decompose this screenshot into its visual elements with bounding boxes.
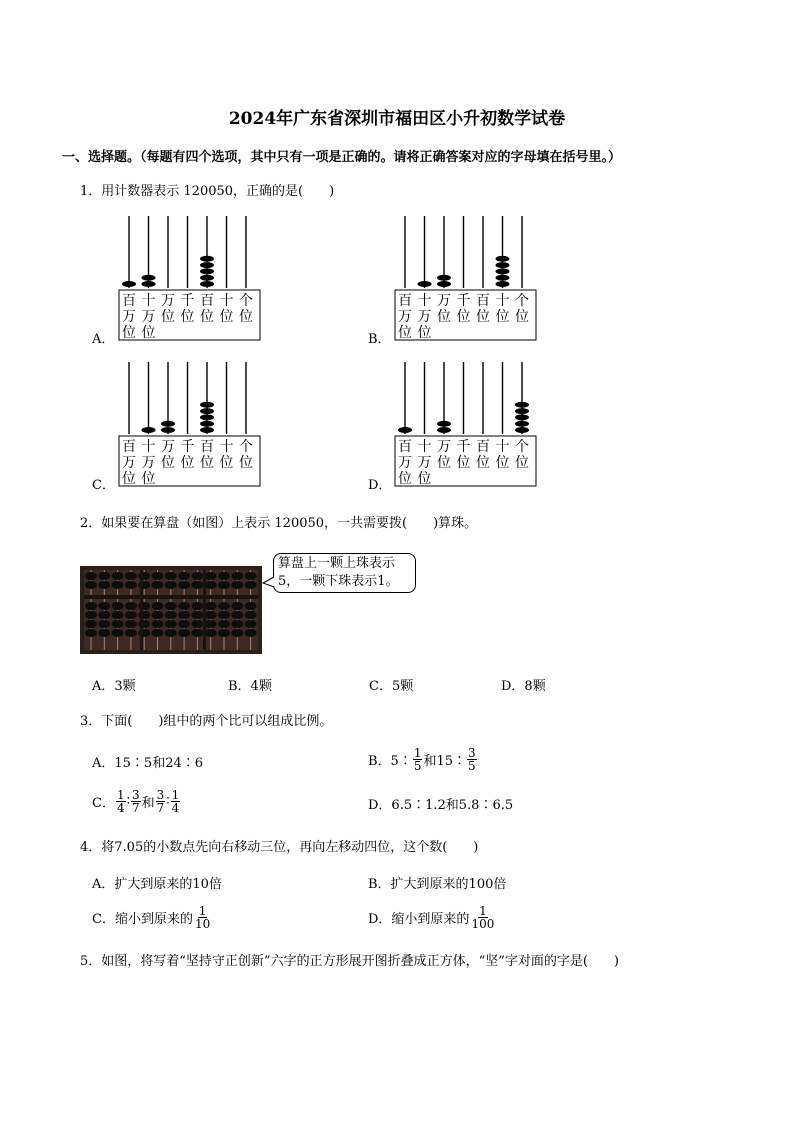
place-label-char: 位 <box>141 471 156 487</box>
place-label-char: 千 <box>180 439 195 455</box>
abacus-bead <box>191 581 203 589</box>
q4-option-c-prefix: C．缩小到原来的 <box>92 911 193 927</box>
q4-option-a: A．扩大到原来的10倍 <box>92 877 222 892</box>
abacus-bead <box>178 602 190 610</box>
ratio-colon: ∶ <box>166 793 170 809</box>
place-label-char: 位 <box>437 309 451 325</box>
place-label-char: 位 <box>495 455 510 471</box>
place-label-char: 位 <box>456 455 471 471</box>
abacus-bead <box>205 620 217 628</box>
abacus-bead <box>152 572 164 580</box>
place-label-char: 位 <box>398 471 412 487</box>
place-label-char: 位 <box>515 455 529 471</box>
abacus-bead <box>178 629 190 637</box>
place-label-char: 位 <box>476 455 490 471</box>
place-label-char: 万 <box>398 455 412 471</box>
counter-bead <box>200 427 214 433</box>
counter-bead <box>200 402 214 408</box>
abacus-bead <box>152 602 164 610</box>
abacus-bead <box>218 581 230 589</box>
place-label-char: 百 <box>476 439 490 455</box>
counter-bead <box>515 408 529 414</box>
abacus-bead <box>205 611 217 619</box>
abacus-bead <box>165 629 177 637</box>
place-label-char: 十 <box>495 439 510 455</box>
place-label-char: 万 <box>417 309 432 325</box>
abacus-bead <box>152 629 164 637</box>
abacus-bead <box>125 629 137 637</box>
abacus-bead <box>231 611 243 619</box>
place-label-char: 位 <box>476 309 490 325</box>
abacus-bead <box>245 581 257 589</box>
counter-bead <box>200 275 214 281</box>
place-label-char: 万 <box>437 439 451 455</box>
place-label-char: 万 <box>122 309 136 325</box>
place-label-char: 万 <box>141 455 156 471</box>
abacus-bead <box>98 620 110 628</box>
section-heading: 一、选择题。（每题有四个选项，其中只有一项是正确的。请将正确答案对应的字母填在括号里。） <box>62 150 622 165</box>
abacus-bead <box>245 629 257 637</box>
place-label-char: 位 <box>161 455 175 471</box>
abacus-bead <box>231 572 243 580</box>
abacus-bead <box>245 572 257 580</box>
q3-option-a: A．15∶5和24∶6 <box>92 756 204 771</box>
abacus-bead <box>191 572 203 580</box>
fraction: $\frac{1}{4}$ <box>116 787 125 815</box>
place-label-char: 个 <box>515 293 529 309</box>
place-label-char: 位 <box>180 455 195 471</box>
place-label-char: 千 <box>180 293 195 309</box>
place-label-char: 十 <box>141 439 156 455</box>
place-label-char: 位 <box>161 309 175 325</box>
page-title: 2024年广东省深圳市福田区小升初数学试卷 <box>228 109 566 129</box>
counter-bead <box>200 262 214 268</box>
place-label-char: 位 <box>122 325 136 341</box>
q4-option-d <box>368 900 496 934</box>
abacus-bead <box>112 572 124 580</box>
counter-diagrams <box>0 0 794 500</box>
fraction: $\frac{3}{7}$ <box>131 787 140 815</box>
place-label-char: 万 <box>161 293 175 309</box>
counter-bead <box>200 256 214 262</box>
fraction: $\frac{1}{100}$ <box>471 903 495 931</box>
q2-option-c: C．5颗 <box>369 679 414 694</box>
abacus-bead <box>165 602 177 610</box>
place-label-char: 位 <box>398 325 412 341</box>
abacus-bead <box>98 581 110 589</box>
place-label-char: 位 <box>437 455 451 471</box>
q3-option-c-prefix: C． <box>92 795 115 811</box>
abacus-bead <box>218 620 230 628</box>
option-letter: D． <box>368 478 392 493</box>
counter-bead <box>515 402 529 408</box>
abacus-bead <box>245 602 257 610</box>
place-label-char: 万 <box>141 309 156 325</box>
abacus-bead <box>125 602 137 610</box>
place-label-char: 位 <box>495 309 510 325</box>
q3-option-c-mid: 和 <box>141 795 155 811</box>
fraction: $\frac{1}{10}$ <box>194 903 211 931</box>
abacus-bead <box>231 602 243 610</box>
abacus-bead <box>178 581 190 589</box>
place-label-char: 个 <box>239 293 253 309</box>
question-2-stem: 2．如果要在算盘（如图）上表示 120050，一共需要拨( )算珠。 <box>80 516 478 531</box>
abacus-bead <box>178 611 190 619</box>
abacus-bead <box>98 602 110 610</box>
place-label-char: 百 <box>122 439 136 455</box>
place-label-char: 千 <box>456 439 471 455</box>
abacus-bead <box>112 629 124 637</box>
abacus-image <box>80 566 262 654</box>
counter-bead <box>200 408 214 414</box>
place-label-char: 十 <box>141 293 156 309</box>
counter-bead <box>437 421 451 427</box>
q3-option-b-mid: 和15∶ <box>423 753 467 769</box>
place-label-char: 千 <box>456 293 471 309</box>
place-label-char: 百 <box>122 293 136 309</box>
place-label-char: 万 <box>122 455 136 471</box>
abacus-bead <box>205 602 217 610</box>
q2-option-a: A．3颗 <box>92 679 136 694</box>
abacus-bead <box>125 620 137 628</box>
counter-bead <box>161 421 175 427</box>
place-label-char: 位 <box>515 309 529 325</box>
place-label-char: 位 <box>219 309 234 325</box>
ratio-colon: ∶ <box>126 793 130 809</box>
counter-bead <box>142 275 156 281</box>
abacus-bead <box>98 629 110 637</box>
abacus-bead <box>125 611 137 619</box>
abacus-bead <box>152 611 164 619</box>
place-label-char: 位 <box>200 455 214 471</box>
fraction: $\frac{3}{5}$ <box>468 745 476 773</box>
abacus-note-bubble: 算盘上一颗上珠表示5，一颗下珠表示1。 <box>273 553 416 593</box>
counter-bead <box>496 281 510 287</box>
abacus-bead <box>85 629 97 637</box>
abacus-bead <box>165 611 177 619</box>
abacus-bead <box>152 620 164 628</box>
counter-bead <box>496 262 510 268</box>
abacus-bead <box>218 602 230 610</box>
abacus-bead <box>85 581 97 589</box>
option-letter: A． <box>92 332 115 347</box>
place-label-char: 十 <box>219 439 234 455</box>
counter-bead <box>496 268 510 274</box>
counter-bead <box>161 427 175 433</box>
q2-option-d: D．8颗 <box>501 679 546 694</box>
fraction: $\frac{3}{7}$ <box>156 787 165 815</box>
abacus-bead <box>85 611 97 619</box>
abacus-bead <box>165 572 177 580</box>
abacus-bead <box>98 572 110 580</box>
abacus-bead <box>231 629 243 637</box>
abacus-bead <box>165 581 177 589</box>
counter-bead <box>200 414 214 420</box>
abacus-bead <box>205 572 217 580</box>
place-label-char: 万 <box>398 309 412 325</box>
place-label-char: 万 <box>437 293 451 309</box>
place-label-char: 个 <box>515 439 529 455</box>
abacus-bead <box>218 611 230 619</box>
abacus-bead <box>245 620 257 628</box>
abacus-bead <box>112 602 124 610</box>
place-label-char: 位 <box>239 455 253 471</box>
counter-bead <box>142 281 156 287</box>
place-label-char: 万 <box>417 455 432 471</box>
abacus-bead <box>218 629 230 637</box>
place-label-char: 十 <box>417 439 432 455</box>
counter-bead <box>515 421 529 427</box>
counter-bead <box>515 414 529 420</box>
q4-option-d-prefix: D．缩小到原来的 <box>368 911 470 927</box>
abacus-bead <box>231 581 243 589</box>
q3-option-c <box>92 784 181 818</box>
q3-option-b-prefix: B．5∶ <box>368 753 412 769</box>
q4-option-c <box>92 900 212 934</box>
abacus-bead <box>112 581 124 589</box>
place-label-char: 位 <box>456 309 471 325</box>
abacus-bead <box>112 620 124 628</box>
counter-bead <box>437 427 451 433</box>
place-label-char: 位 <box>122 471 136 487</box>
place-label-char: 十 <box>417 293 432 309</box>
abacus-bead <box>205 581 217 589</box>
question-3-stem: 3．下面( )组中的两个比可以组成比例。 <box>80 714 333 729</box>
counter-bead <box>200 281 214 287</box>
abacus-bead <box>191 629 203 637</box>
abacus-bead <box>205 629 217 637</box>
q3-option-d: D．6.5∶1.2和5.8∶6.5 <box>368 798 514 813</box>
fraction: $\frac{1}{5}$ <box>413 745 422 773</box>
abacus-bead <box>85 572 97 580</box>
q3-option-b <box>368 742 478 776</box>
place-label-char: 位 <box>141 325 156 341</box>
place-label-char: 位 <box>200 309 214 325</box>
abacus-bead <box>191 620 203 628</box>
abacus-bead <box>178 572 190 580</box>
fraction: $\frac{1}{4}$ <box>171 787 180 815</box>
place-label-char: 位 <box>239 309 253 325</box>
abacus-bead <box>112 611 124 619</box>
counter-bead <box>142 427 156 433</box>
abacus-bead <box>98 611 110 619</box>
abacus-bead <box>218 572 230 580</box>
counter-bead <box>122 281 136 287</box>
abacus-bead <box>125 572 137 580</box>
place-label-char: 百 <box>398 439 412 455</box>
place-label-char: 万 <box>161 439 175 455</box>
abacus-bead <box>85 602 97 610</box>
abacus-bead <box>165 620 177 628</box>
counter-bead <box>398 427 412 433</box>
place-label-char: 十 <box>219 293 234 309</box>
place-label-char: 个 <box>239 439 253 455</box>
counter-bead <box>496 275 510 281</box>
place-label-char: 位 <box>219 455 234 471</box>
abacus-bead <box>85 620 97 628</box>
counter-bead <box>418 281 432 287</box>
option-letter: B． <box>368 332 391 347</box>
counter-bead <box>200 268 214 274</box>
abacus-bead <box>178 620 190 628</box>
q4-option-b: B．扩大到原来的100倍 <box>368 877 507 892</box>
question-1-stem: 1．用计数器表示 120050，正确的是( ) <box>80 184 335 199</box>
place-label-char: 百 <box>200 293 214 309</box>
counter-bead <box>200 421 214 427</box>
abacus-bead <box>191 611 203 619</box>
abacus-bead <box>231 620 243 628</box>
place-label-char: 十 <box>495 293 510 309</box>
counter-bead <box>496 256 510 262</box>
place-label-char: 百 <box>398 293 412 309</box>
place-label-char: 位 <box>417 471 432 487</box>
counter-bead <box>515 427 529 433</box>
question-4-stem: 4．将7.05的小数点先向右移动三位，再向左移动四位，这个数( ) <box>80 840 479 855</box>
place-label-char: 百 <box>200 439 214 455</box>
counter-bead <box>437 275 451 281</box>
counter-bead <box>437 281 451 287</box>
q2-option-b: B．4颗 <box>228 679 272 694</box>
question-5-stem: 5．如图，将写着“坚持守正创新”六字的正方形展开图折叠成正方体，“坚”字对面的字是( ) <box>80 954 619 969</box>
option-letter: C． <box>92 478 115 493</box>
place-label-char: 位 <box>180 309 195 325</box>
abacus-bead <box>191 602 203 610</box>
place-label-char: 百 <box>476 293 490 309</box>
abacus-bead <box>245 611 257 619</box>
bubble-pointer <box>262 575 276 589</box>
place-label-char: 位 <box>417 325 432 341</box>
abacus-bead <box>125 581 137 589</box>
abacus-bead <box>152 581 164 589</box>
